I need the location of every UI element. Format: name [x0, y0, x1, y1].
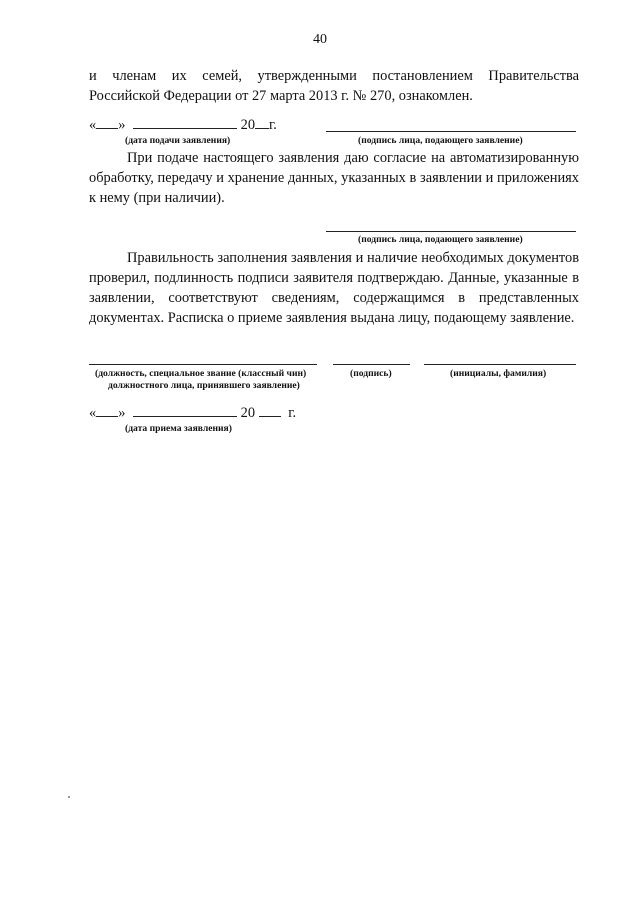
open-quote: «	[89, 117, 97, 133]
year-blank	[255, 116, 269, 129]
verification-paragraph: Правильность заполнения заявления и наличие необходимых документов проверил, подлинность подписи заявителя подтверждаю. Данные, указанные в заявлении, соответствуют сведениям, содержащимся в представленных документах. Расписка о приеме заявления выдана лицу, подающему заявление.	[89, 250, 579, 326]
month-blank	[133, 116, 237, 129]
month-blank	[133, 404, 237, 417]
scan-speck	[68, 796, 70, 798]
open-quote: «	[89, 405, 97, 421]
day-blank	[96, 404, 118, 417]
consent-signature-line	[326, 231, 576, 232]
acceptance-date-field	[89, 404, 296, 422]
consent-paragraph: При подаче настоящего заявления даю согласие на автоматизированную обработку, передачу и хранение данных, указанных в заявлении и приложениях к нему (при наличии).	[89, 150, 579, 206]
intro-paragraph: и членам их семей, утвержденными постановлением Правительства Российской Федерации от 27 марта 2013 г. № 270, ознакомлен.	[89, 68, 579, 104]
official-position-line	[89, 364, 317, 365]
close-quote: »	[118, 117, 126, 133]
year-suffix: г.	[269, 117, 277, 133]
year-suffix: г.	[288, 405, 297, 421]
year-prefix: 20	[240, 405, 256, 421]
day-blank	[96, 116, 118, 129]
page-number: 40	[313, 32, 327, 47]
year-blank	[259, 404, 281, 417]
consent-signature-caption: (подпись лица, подающего заявление)	[358, 234, 523, 245]
close-quote: »	[118, 405, 126, 421]
acceptance-date-caption: (дата приема заявления)	[125, 423, 232, 434]
year-prefix: 20	[240, 117, 256, 133]
applicant-signature-caption: (подпись лица, подающего заявление)	[358, 135, 523, 146]
official-name-caption: (инициалы, фамилия)	[450, 368, 547, 379]
official-signature-caption: (подпись)	[350, 368, 392, 379]
official-signature-line	[333, 364, 410, 365]
applicant-signature-line	[326, 131, 576, 132]
official-position-caption-1: (должность, специальное звание (классный чин)	[95, 368, 307, 379]
official-name-line	[424, 364, 576, 365]
submission-date-caption: (дата подачи заявления)	[125, 135, 231, 146]
submission-date-field	[89, 116, 277, 134]
official-position-caption-2: должностного лица, принявшего заявление)	[108, 380, 300, 391]
